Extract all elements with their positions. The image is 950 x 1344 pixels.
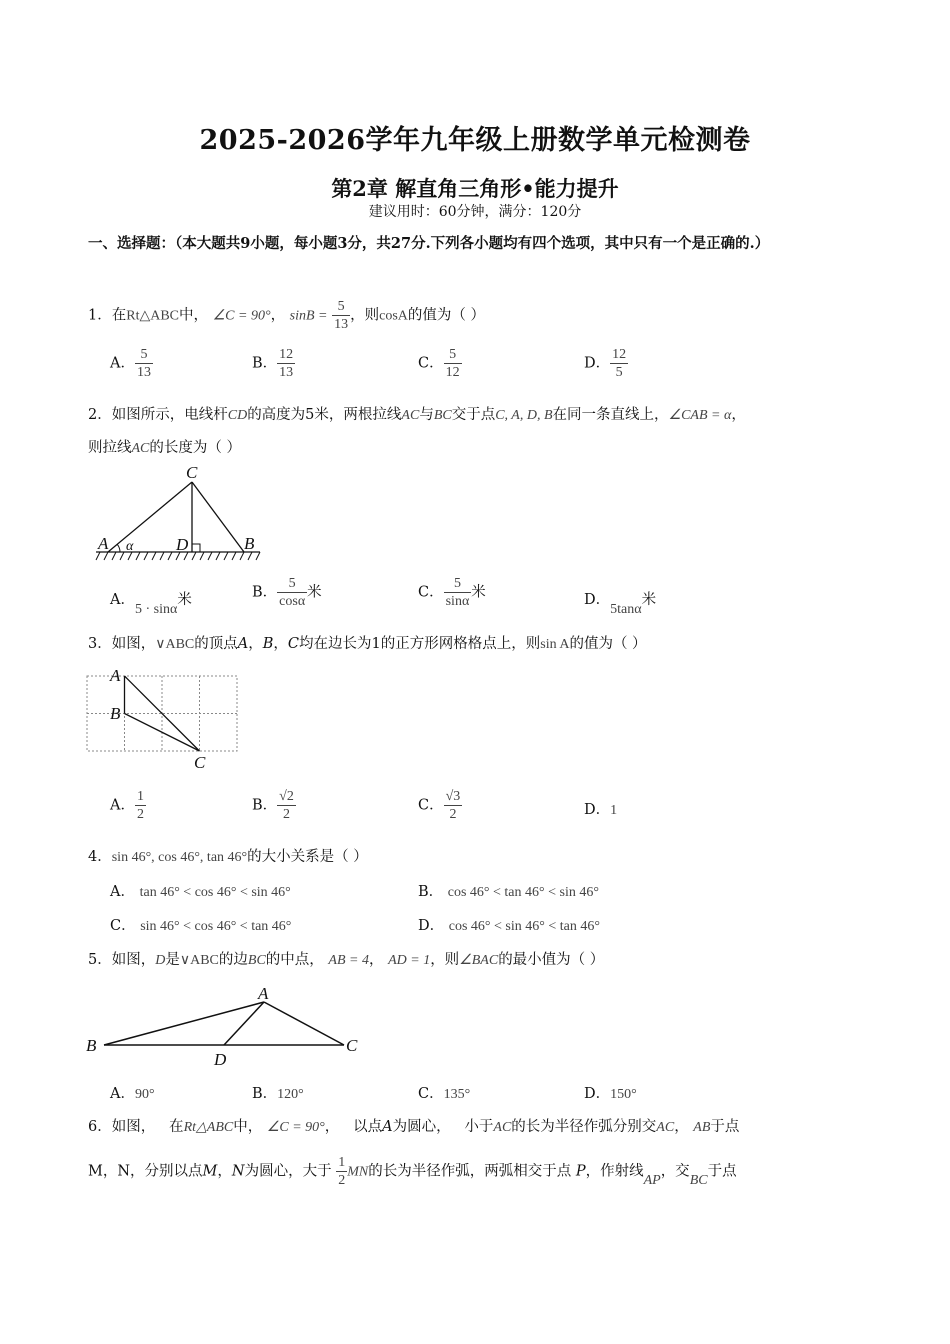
q2-figure-pole [92,462,272,566]
q2-option-d[interactable]: D．5tanα米 [584,592,657,617]
question-3: 3．如图，∨ABC的顶点A，B，C均在边长为1的正方形网格格点上，则sin A的值为（ ） [88,636,647,652]
wire-bc [192,482,244,552]
label-b: B [110,704,121,723]
q4-option-a[interactable]: A． tan 46° < cos 46° < sin 46° [110,884,291,900]
q3-option-d[interactable]: D．1 [584,802,618,818]
q4-option-b[interactable]: B． cos 46° < tan 46° < sin 46° [418,884,599,900]
question-6-line-1: 6．如图， 在Rt△ABC中， ∠C = 90°， 以点A为圆心， 小于AC的长为半径作弧分别交AC， AB于点 [88,1119,740,1135]
q3-figure-grid [84,664,244,774]
label-c: C [186,463,198,482]
label-a: A [98,534,109,553]
label-c: C [194,753,206,772]
label-alpha: α [126,539,134,554]
chapter-subtitle: 第2章 解直角三角形•能力提升 [331,176,619,201]
q5-option-a[interactable]: A．90° [110,1086,155,1102]
segment-ac [264,1002,344,1045]
question-6-line-2: M，N，分别以点M，N为圆心，大于 $\frac{1}{2}$ MN的长为半径作弧，两弧相交于点 P，作射线AP，交BC于点 [88,1155,737,1188]
label-d: D [176,535,189,554]
q3-option-b[interactable]: B． $\frac{√2}{2}$ [252,789,294,822]
label-c: C [346,1036,358,1055]
label-b: B [86,1036,97,1055]
q6-half-fraction: $\frac{1}{2}$ [338,1155,346,1188]
segment-ab [104,1002,264,1045]
question-5: 5．如图，D是∨ABC的边BC的中点， AB = 4， AD = 1，则∠BAC的最小值为（ ） [88,952,605,968]
segment-ad [224,1002,264,1045]
q2-option-c[interactable]: C． $\frac{5}{\sin\alpha}$ 米 [418,576,486,609]
q2-option-b[interactable]: B． $\frac{5}{\cos\alpha}$ 米 [252,576,322,609]
q5-option-b[interactable]: B．120° [252,1086,304,1102]
q1-fraction: $\frac{5}{13}$ [334,299,349,332]
question-2-line-2: 则拉线AC的长度为（ ） [88,440,241,456]
q3-option-a[interactable]: A． $\frac{1}{2}$ [110,789,144,822]
question-1: 1．在Rt△ABC中， ∠C = 90°， sinB = $\frac{5}{13}$ ，则cosA的值为（ ） [88,299,486,332]
q1-option-b[interactable]: B． $\frac{12}{13}$ [252,347,294,380]
section-heading: 一、选择题：（本大题共9小题，每小题3分，共27分.下列各小题均有四个选项，其中只有一个是正确的.） [88,235,770,252]
q1-option-c[interactable]: C． $\frac{5}{12}$ [418,347,460,380]
label-d: D [214,1050,227,1069]
label-a: A [110,666,121,685]
q1-option-a[interactable]: A． $\frac{5}{13}$ [110,347,151,380]
q2-option-a[interactable]: A．5 · sinα米 [110,592,192,617]
q4-option-c[interactable]: C． sin 46° < cos 46° < tan 46° [110,918,292,934]
q4-option-d[interactable]: D． cos 46° < sin 46° < tan 46° [418,918,600,934]
q5-option-c[interactable]: C．135° [418,1086,471,1102]
label-b: B [244,534,255,553]
time-info: 建议用时：60分钟，满分：120分 [368,204,582,220]
exam-title: 2025-2026学年九年级上册数学单元检测卷 [199,125,751,156]
q5-figure-triangle [82,980,372,1072]
q5-option-d[interactable]: D．150° [584,1086,637,1102]
q1-option-d[interactable]: D． $\frac{12}{5}$ [584,347,627,380]
question-2-line-1: 2．如图所示，电线杆CD的高度为5米，两根拉线AC与BC交于点C, A, D, B在同一条直线上，∠CAB = α， [88,407,746,423]
label-a: A [258,984,269,1003]
question-4: 4．sin 46°, cos 46°, tan 46°的大小关系是（ ） [88,849,368,865]
q3-option-c[interactable]: C． $\frac{√3}{2}$ [418,789,461,822]
